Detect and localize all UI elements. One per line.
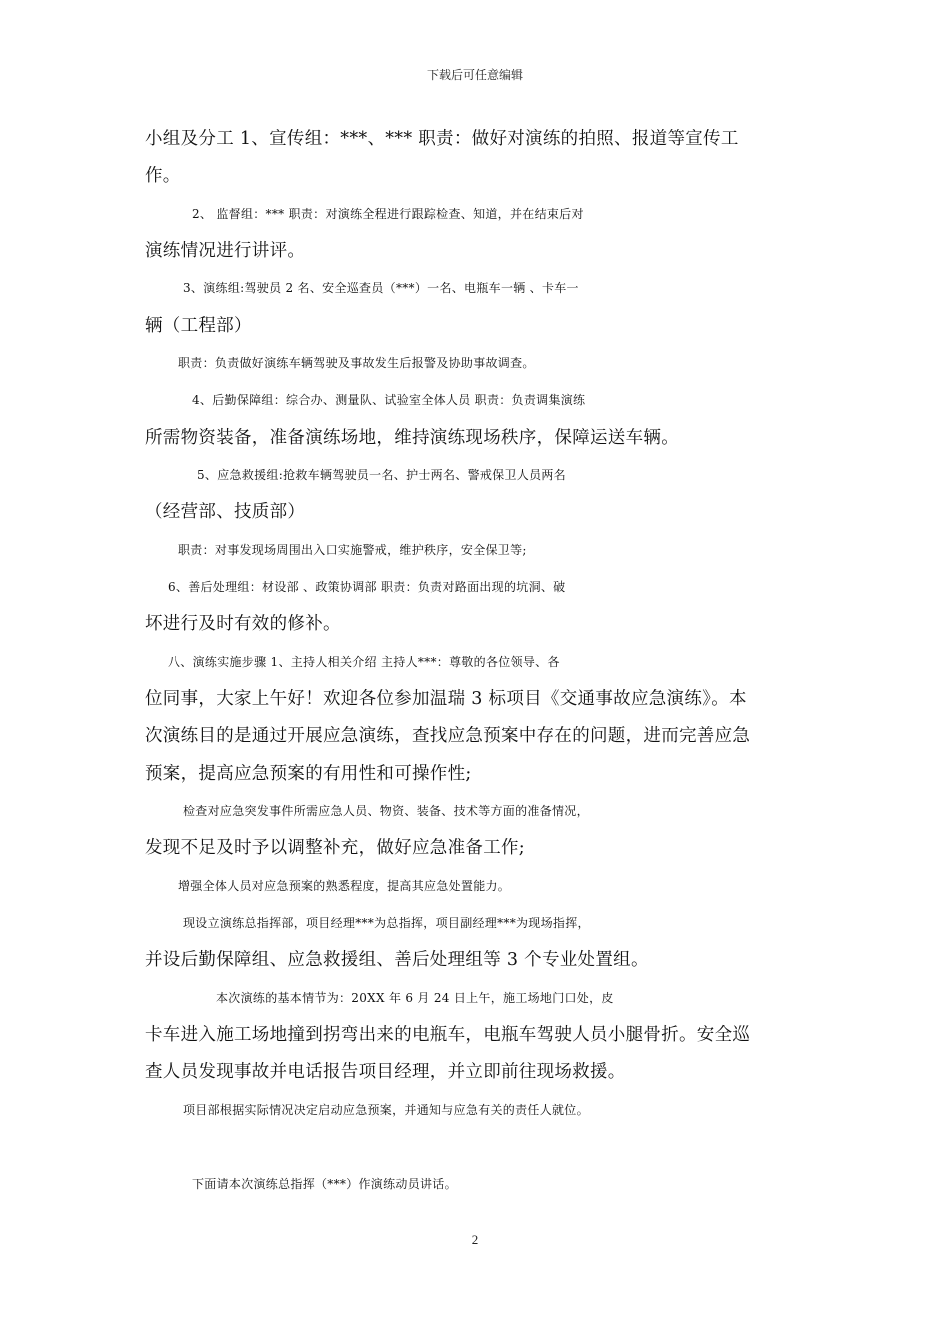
text-line: 检查对应急突发事件所需应急人员、物资、装备、技术等方面的准备情况， [183, 804, 589, 818]
text-line: 次演练目的是通过开展应急演练，查找应急预案中存在的问题，进而完善应急 [145, 726, 751, 746]
text-line: 八、演练实施步骤 1、主持人相关介绍 主持人***：尊敬的各位领导、各 [168, 655, 560, 669]
text-line: 小组及分工 1、宣传组：***、*** 职责：做好对演练的拍照、报道等宣传工 [145, 129, 739, 149]
text-line: 现设立演练总指挥部，项目经理***为总指挥，项目副经理***为现场指挥， [183, 916, 590, 930]
page-number: 2 [471, 1232, 479, 1247]
text-line: 本次演练的基本情节为：20XX 年 6 月 24 日上午，施工场地门口处，皮 [216, 991, 614, 1005]
text-line: 3、演练组:驾驶员 2 名、安全巡查员（***）一名、电瓶车一辆 、卡车一 [183, 281, 579, 295]
text-line: （经营部、技质部） [145, 502, 306, 522]
page-header: 下载后可任意编辑 [426, 68, 523, 82]
text-line: 演练情况进行讲评。 [145, 241, 306, 261]
text-line: 卡车进入施工场地撞到拐弯出来的电瓶车，电瓶车驾驶人员小腿骨折。安全巡 [145, 1025, 751, 1045]
text-line: 增强全体人员对应急预案的熟悉程度，提高其应急处置能力。 [178, 879, 511, 893]
text-line: 6、善后处理组：材设部 、政策协调部 职责：负责对路面出现的坑洞、破 [168, 580, 566, 594]
text-line: 2、 监督组：*** 职责：对演练全程进行跟踪检查、知道，并在结束后对 [192, 207, 584, 221]
text-line: 位同事，大家上午好！欢迎各位参加温瑞 3 标项目《交通事故应急演练》。本 [145, 689, 747, 709]
text-line: 项目部根据实际情况决定启动应急预案，并通知与应急有关的责任人就位。 [183, 1103, 589, 1117]
text-line: 下面请本次演练总指挥（***）作演练动员讲话。 [192, 1177, 457, 1191]
text-line: 所需物资装备，准备演练场地，维持演练现场秩序，保障运送车辆。 [145, 428, 679, 448]
text-line: 职责：负责做好演练车辆驾驶及事故发生后报警及协助事故调查。 [178, 356, 535, 370]
text-line: 发现不足及时予以调整补充，做好应急准备工作; [145, 838, 525, 858]
text-line: 预案，提高应急预案的有用性和可操作性; [145, 764, 472, 784]
text-line: 坏进行及时有效的修补。 [145, 614, 341, 634]
text-line: 4、后勤保障组：综合办、测量队、试验室全体人员 职责：负责调集演练 [192, 393, 586, 407]
text-line: 并设后勤保障组、应急救援组、善后处理组等 3 个专业处置组。 [145, 950, 649, 970]
text-line: 作。 [145, 166, 181, 186]
text-line: 职责：对事发现场周围出入口实施警戒，维护秩序，安全保卫等; [178, 543, 527, 557]
text-line: 查人员发现事故并电话报告项目经理，并立即前往现场救援。 [145, 1062, 626, 1082]
text-line: 辆（工程部） [145, 316, 252, 336]
text-line: 5、应急救援组:抢救车辆驾驶员一名、护士两名、警戒保卫人员两名 [197, 468, 566, 482]
